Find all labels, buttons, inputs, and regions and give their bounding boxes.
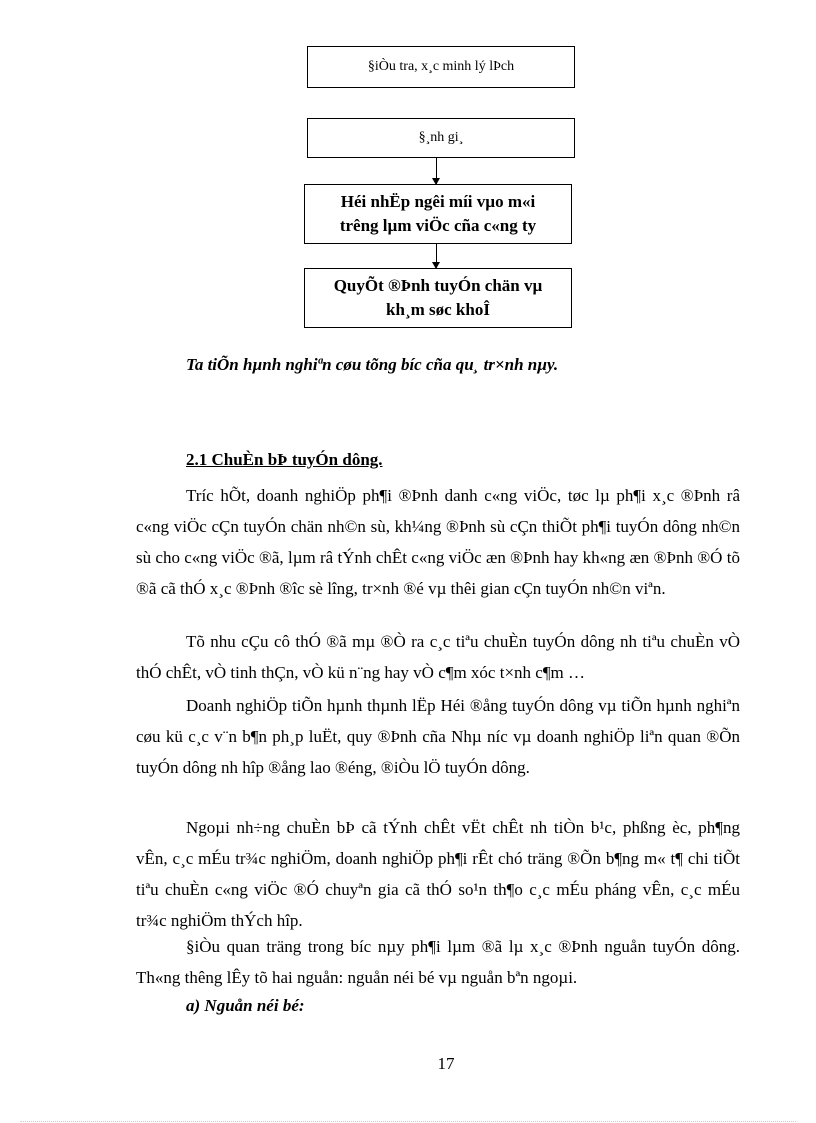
- paragraph: Tõ nhu cÇu cô thÓ ®ã mµ ®Ò ra c¸c tiªu chuÈn tuyÓn dông nh tiªu chuÈn vÒ thÓ chÊt, vÒ tinh thÇn, vÒ kü n¨ng hay vÒ c¶m xóc t×nh c¶m …: [136, 632, 740, 682]
- flowchart-box-onboarding: [304, 184, 572, 244]
- flowchart-box-evaluation: [307, 118, 575, 158]
- flowchart-arrow: [436, 158, 437, 184]
- flowchart-box-onboarding-line2: trêng lµm viÖc cña c«ng ty: [339, 216, 537, 235]
- paragraph: Doanh nghiÖp tiÕn hµnh thµnh lËp Héi ®ång tuyÓn dông vµ tiÕn hµnh nghiªn cøu kü c¸c v¨n b¶n ph¸p luËt, quy ®Þnh cña Nhµ níc vµ doanh nghiÖp liªn quan ®Õn tuyÓn dông nh hîp ®ång lao ®éng, ®iÒu lÖ tuyÓn dông.: [136, 696, 740, 777]
- paragraph: Ngoµi nh÷ng chuÈn bÞ cã tÝnh chÊt vËt chÊt nh tiÒn b¹c, phßng èc, ph¶ng vÊn, c¸c mÉu tr¾c nghiÖm, doanh nghiÖp ph¶i rÊt chó träng ®Õn b¶ng m« t¶ chi tiÕt tiªu chuÈn c«ng viÖc ®Ó chuyªn gia cã thÓ so¹n th¶o c¸c mÉu pháng vÊn, c¸c mÉu tr¾c nghiÖm thÝch hîp.: [136, 818, 740, 930]
- page-number: 17: [437, 1054, 455, 1073]
- page-bottom-divider: [20, 1121, 796, 1122]
- paragraph: §iÒu quan träng trong bíc nµy ph¶i lµm ®ã lµ x¸c ®Þnh nguån tuyÓn dông. Th«ng thêng lÊy tõ hai nguån: nguån néi bé vµ nguån bªn ngoµi.: [136, 937, 740, 987]
- flowchart-box-onboarding-line1: Héi nhËp ngêi míi vµo m«i: [340, 192, 536, 211]
- section-heading: 2.1 ChuÈn bÞ tuyÓn dông.: [186, 450, 383, 469]
- flowchart-box-decision: [304, 268, 572, 328]
- flowchart-box-evaluation-label: §¸nh gi¸: [418, 130, 464, 145]
- flowchart-caption: Ta tiÕn hµnh nghiªn cøu tõng bíc cña qu¸ tr×nh nµy.: [186, 355, 559, 374]
- flowchart-box-decision-line1: QuyÕt ®Þnh tuyÓn chän vµ: [333, 276, 543, 295]
- subheading: a) Nguån néi bé:: [186, 996, 305, 1015]
- flowchart-box-decision-line2: kh¸m søc khoÎ: [386, 300, 490, 319]
- flowchart-arrow: [436, 244, 437, 268]
- flowchart-box-investigation: [307, 46, 575, 88]
- paragraph: Tríc hÕt, doanh nghiÖp ph¶i ®Þnh danh c«ng viÖc, tøc lµ ph¶i x¸c ®Þnh râ c«ng viÖc cÇn tuyÓn chän nh©n sù, kh¼ng ®Þnh sù cÇn thiÕt ph¶i tuyÓn dông nh©n sù cho c«ng viÖc ®ã, lµm râ tÝnh chÊt c«ng viÖc æn ®Þnh hay kh«ng æn ®Þnh ®Ó tõ ®ã cã thÓ x¸c ®Þnh ®îc sè lîng, tr×nh ®é vµ thêi gian cÇn tuyÓn nh©n viªn.: [136, 486, 740, 598]
- flowchart-box-investigation-label: §iÒu tra, x¸c minh lý lÞch: [367, 59, 515, 74]
